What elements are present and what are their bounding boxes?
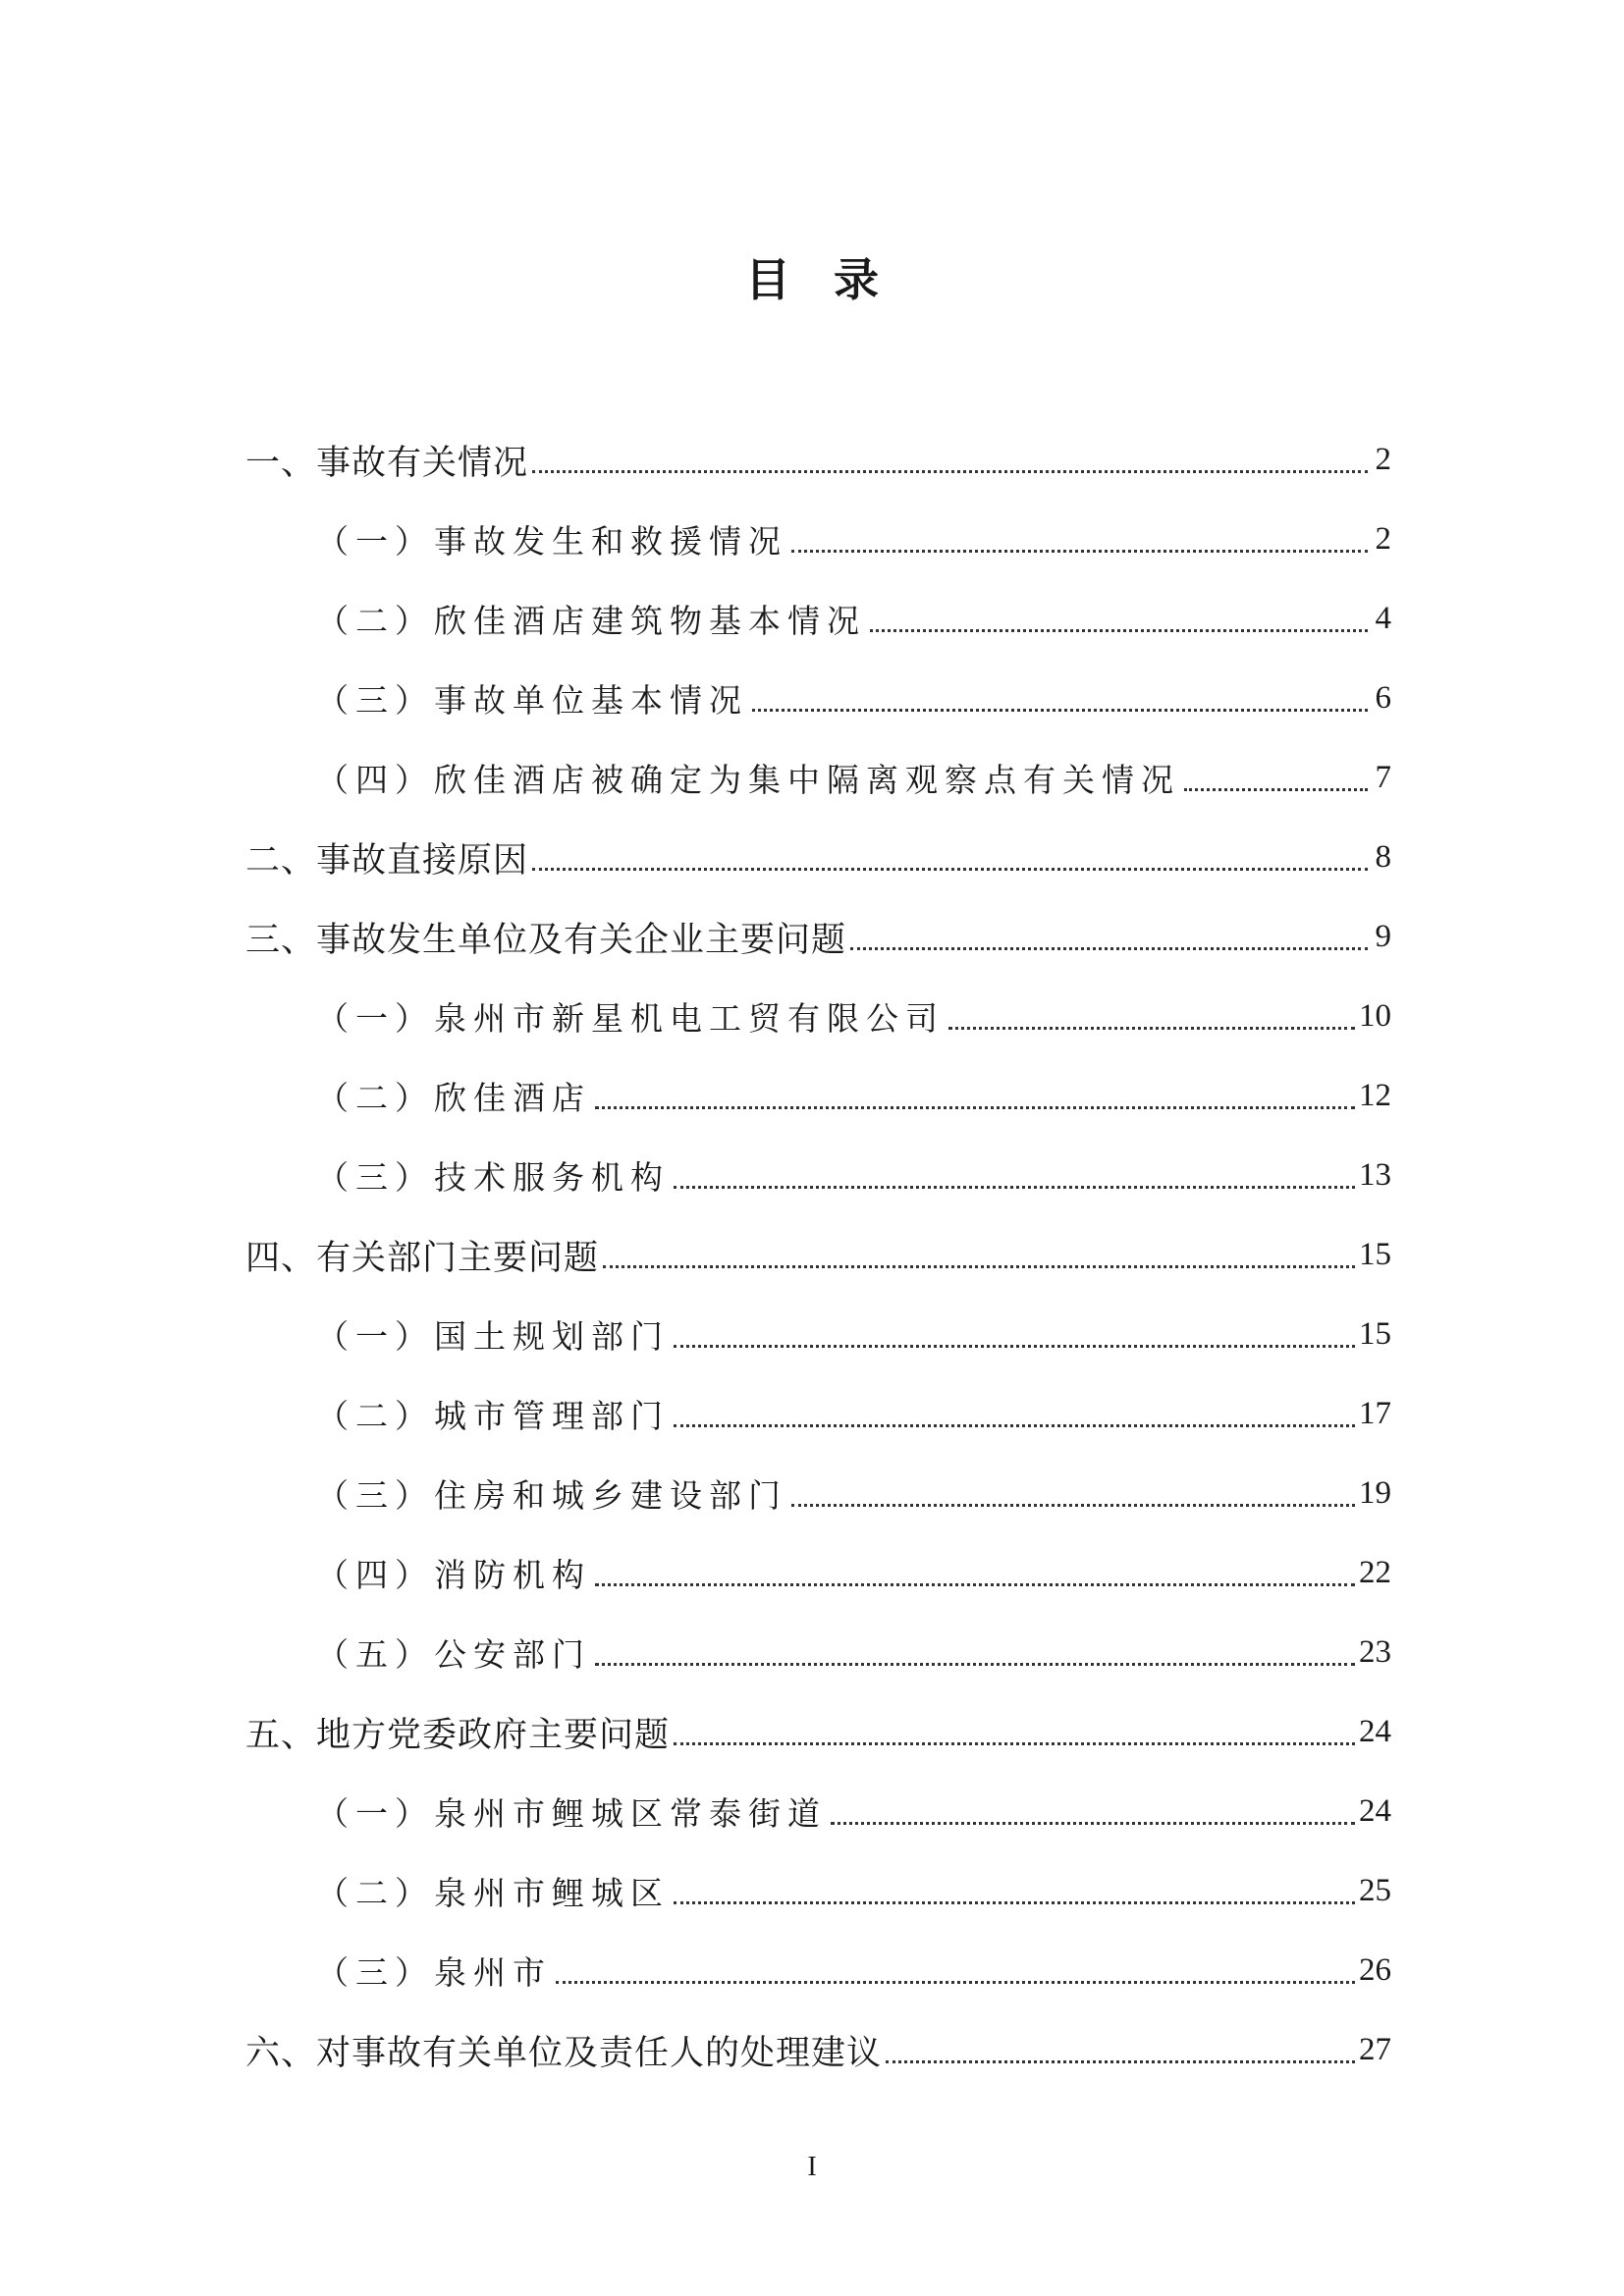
dot-leader: [603, 1265, 1355, 1268]
toc-entry-page: 4: [1375, 601, 1391, 636]
dot-leader: [674, 1186, 1355, 1189]
toc-entry-label: 二、事故直接原因: [245, 840, 529, 881]
toc-entry[interactable]: [245, 579, 1391, 659]
page-number-footer: I: [807, 2152, 817, 2182]
toc-entry-page: 23: [1359, 1634, 1391, 1670]
toc-entry[interactable]: [245, 818, 1391, 897]
dot-leader: [532, 470, 1368, 473]
toc-entry[interactable]: [245, 1613, 1391, 1692]
toc-entry[interactable]: [245, 897, 1391, 977]
dot-leader: [556, 1981, 1355, 1984]
toc-entry[interactable]: [245, 738, 1391, 818]
toc-entry-page: 24: [1359, 1714, 1391, 1749]
toc-entry-page: 9: [1375, 919, 1391, 954]
toc-entry-label: 四、有关部门主要问题: [245, 1238, 600, 1278]
toc-entry-label: 六、对事故有关单位及责任人的处理建议: [245, 2033, 883, 2073]
toc-entry-label: （一）事故发生和救援情况: [316, 522, 787, 561]
toc-entry-page: 2: [1375, 442, 1391, 477]
dot-leader: [595, 1106, 1355, 1109]
toc-entry-label: （三）泉州市: [316, 1953, 552, 1992]
toc-entry-label: 三、事故发生单位及有关企业主要问题: [245, 920, 847, 960]
dot-leader: [791, 550, 1368, 553]
toc-entry-label: （一）国土规划部门: [316, 1317, 670, 1356]
toc-entry-page: 24: [1359, 1793, 1391, 1829]
toc-entry[interactable]: [245, 2010, 1391, 2090]
page-title: 目录: [745, 253, 922, 306]
toc-entry[interactable]: [245, 1454, 1391, 1533]
toc-entry[interactable]: [245, 1931, 1391, 2010]
dot-leader: [674, 1424, 1355, 1427]
toc-entry[interactable]: [245, 977, 1391, 1056]
toc-entry-page: 22: [1359, 1555, 1391, 1590]
dot-leader: [791, 1504, 1355, 1507]
toc-entry-page: 17: [1359, 1396, 1391, 1431]
toc-entry-label: （二）泉州市鲤城区: [316, 1874, 670, 1912]
toc-entry[interactable]: [245, 500, 1391, 579]
toc-entry-page: 15: [1359, 1316, 1391, 1352]
toc-entry-page: 12: [1359, 1078, 1391, 1113]
dot-leader: [674, 1742, 1355, 1745]
toc-entry-label: （四）消防机构: [316, 1556, 591, 1594]
toc-entry-page: 25: [1359, 1873, 1391, 1908]
toc-entry-label: （二）欣佳酒店: [316, 1079, 591, 1117]
toc-entry-label: 五、地方党委政府主要问题: [245, 1715, 671, 1755]
toc-entry-label: 一、事故有关情况: [245, 443, 529, 483]
dot-leader: [595, 1583, 1355, 1586]
dot-leader: [674, 1345, 1355, 1348]
dot-leader: [532, 868, 1368, 871]
toc-entry-label: （一）泉州市鲤城区常泰街道: [316, 1794, 827, 1833]
toc-entry[interactable]: [245, 1136, 1391, 1215]
toc-entry[interactable]: [245, 1533, 1391, 1613]
toc-entry-page: 7: [1375, 760, 1391, 795]
toc-entry[interactable]: [245, 1851, 1391, 1931]
dot-leader: [752, 709, 1368, 712]
toc-entry-page: 26: [1359, 1952, 1391, 1988]
toc-entry-page: 10: [1359, 998, 1391, 1034]
dot-leader: [831, 1822, 1355, 1825]
toc-entry[interactable]: [245, 1295, 1391, 1374]
toc-entry-page: 19: [1359, 1475, 1391, 1511]
dot-leader: [850, 947, 1368, 950]
toc-entry-label: （三）技术服务机构: [316, 1158, 670, 1197]
toc-entry-label: （二）欣佳酒店建筑物基本情况: [316, 602, 866, 640]
toc-entry-page: 8: [1375, 839, 1391, 875]
toc-entry-label: （三）住房和城乡建设部门: [316, 1476, 787, 1515]
toc-entry-page: 13: [1359, 1157, 1391, 1193]
toc-entry-page: 15: [1359, 1237, 1391, 1272]
toc-entry[interactable]: [245, 1215, 1391, 1295]
toc-entry-label: （三）事故单位基本情况: [316, 681, 748, 720]
dot-leader: [886, 2060, 1355, 2063]
dot-leader: [674, 1901, 1355, 1904]
dot-leader: [870, 629, 1368, 632]
toc-entry-label: （二）城市管理部门: [316, 1397, 670, 1435]
dot-leader: [948, 1027, 1355, 1030]
toc-entry-label: （四）欣佳酒店被确定为集中隔离观察点有关情况: [316, 761, 1180, 799]
toc-entry[interactable]: [245, 1772, 1391, 1851]
toc-entry[interactable]: [245, 1692, 1391, 1772]
toc-entry[interactable]: [245, 1056, 1391, 1136]
toc-entry-page: 6: [1375, 680, 1391, 716]
toc-entry-label: （五）公安部门: [316, 1635, 591, 1674]
toc-entry-page: 2: [1375, 521, 1391, 557]
dot-leader: [595, 1663, 1355, 1666]
toc-entry-page: 27: [1359, 2032, 1391, 2067]
toc-entry[interactable]: [245, 1374, 1391, 1454]
toc-entry-label: （一）泉州市新星机电工贸有限公司: [316, 999, 945, 1038]
table-of-contents: [245, 420, 1391, 2090]
toc-entry[interactable]: [245, 659, 1391, 738]
dot-leader: [1184, 788, 1368, 791]
toc-entry[interactable]: [245, 420, 1391, 500]
